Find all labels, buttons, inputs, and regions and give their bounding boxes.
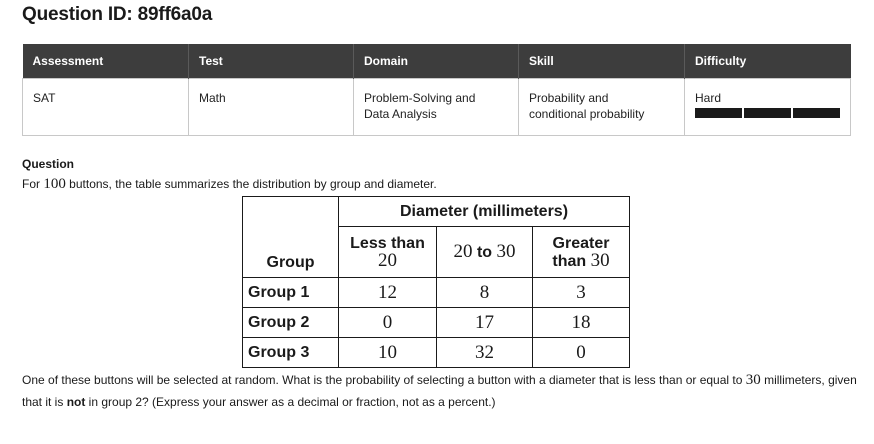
body-part-2: millimeters, given that it is <box>22 373 857 409</box>
group-3-less-than-20: 10 <box>339 338 437 368</box>
group-1-label: Group 1 <box>243 278 339 308</box>
body-number: 30 <box>745 372 761 388</box>
table-row <box>243 278 630 308</box>
distribution-table <box>242 196 630 368</box>
difficulty-bar-1 <box>695 108 742 118</box>
body-part-3: in group 2? (Express your answer as a decimal or fraction, not as a percent.) <box>85 395 496 409</box>
group-header-cell <box>243 197 339 278</box>
group-header: Group <box>266 254 315 271</box>
col1-text: Less than <box>350 234 425 252</box>
intro-number: 100 <box>43 176 66 192</box>
skill-line-1: Probability and <box>529 90 609 105</box>
group-3-20-to-30: 32 <box>437 338 533 368</box>
question-heading: Question <box>22 157 75 171</box>
header-difficulty: Difficulty <box>685 44 851 78</box>
header-test: Test <box>189 44 354 78</box>
intro-text-before: For <box>22 177 44 191</box>
col3-text-2: than <box>552 252 587 270</box>
meta-header-row <box>23 44 851 78</box>
question-meta-table <box>22 44 851 136</box>
col-20-to-30 <box>437 227 533 278</box>
domain-line-1: Problem-Solving and <box>364 90 476 105</box>
question-intro <box>22 176 437 193</box>
group-2-greater-than-30: 18 <box>533 308 630 338</box>
group-3-greater-than-30: 0 <box>533 338 630 368</box>
difficulty-value <box>685 78 851 135</box>
group-3-label: Group 3 <box>243 338 339 368</box>
question-body <box>22 369 862 413</box>
group-1-greater-than-30: 3 <box>533 278 630 308</box>
header-assessment: Assessment <box>23 44 189 78</box>
test-value: Math <box>189 78 354 135</box>
diameter-header-row <box>243 197 630 227</box>
table-row <box>243 338 630 368</box>
group-1-less-than-20: 12 <box>339 278 437 308</box>
difficulty-label: Hard <box>695 90 722 105</box>
col1-number: 20 <box>378 249 397 271</box>
skill-line-2: conditional probability <box>529 106 645 121</box>
group-2-20-to-30: 17 <box>437 308 533 338</box>
group-2-label: Group 2 <box>243 308 339 338</box>
header-domain: Domain <box>354 44 519 78</box>
difficulty-bar-3 <box>793 108 840 118</box>
domain-value <box>354 78 519 135</box>
difficulty-bar-2 <box>744 108 791 118</box>
col2-word: to <box>476 244 493 261</box>
col2-number-1: 20 <box>453 241 473 262</box>
col3-number: 30 <box>590 249 610 271</box>
assessment-value: SAT <box>23 78 189 135</box>
intro-text-after: buttons, the table summarizes the distribution by group and diameter. <box>65 177 437 191</box>
col-less-than-20 <box>339 227 437 278</box>
skill-value <box>519 78 685 135</box>
group-2-less-than-20: 0 <box>339 308 437 338</box>
difficulty-meter <box>695 108 840 118</box>
col2-number-2: 30 <box>496 241 516 262</box>
page-title: Question ID: 89ff6a0a <box>22 4 213 25</box>
col-greater-than-30 <box>533 227 630 278</box>
body-part-1: One of these buttons will be selected at random. What is the probability of selecting a button with a diameter that is less than or equal to <box>22 373 746 387</box>
diameter-header: Diameter (millimeters) <box>339 197 630 227</box>
group-1-20-to-30: 8 <box>437 278 533 308</box>
body-emphasis: not <box>66 395 86 409</box>
domain-line-2: Data Analysis <box>364 106 437 121</box>
col3-text-1: Greater <box>552 234 610 252</box>
header-skill: Skill <box>519 44 685 78</box>
table-row <box>243 308 630 338</box>
meta-value-row <box>23 78 851 135</box>
